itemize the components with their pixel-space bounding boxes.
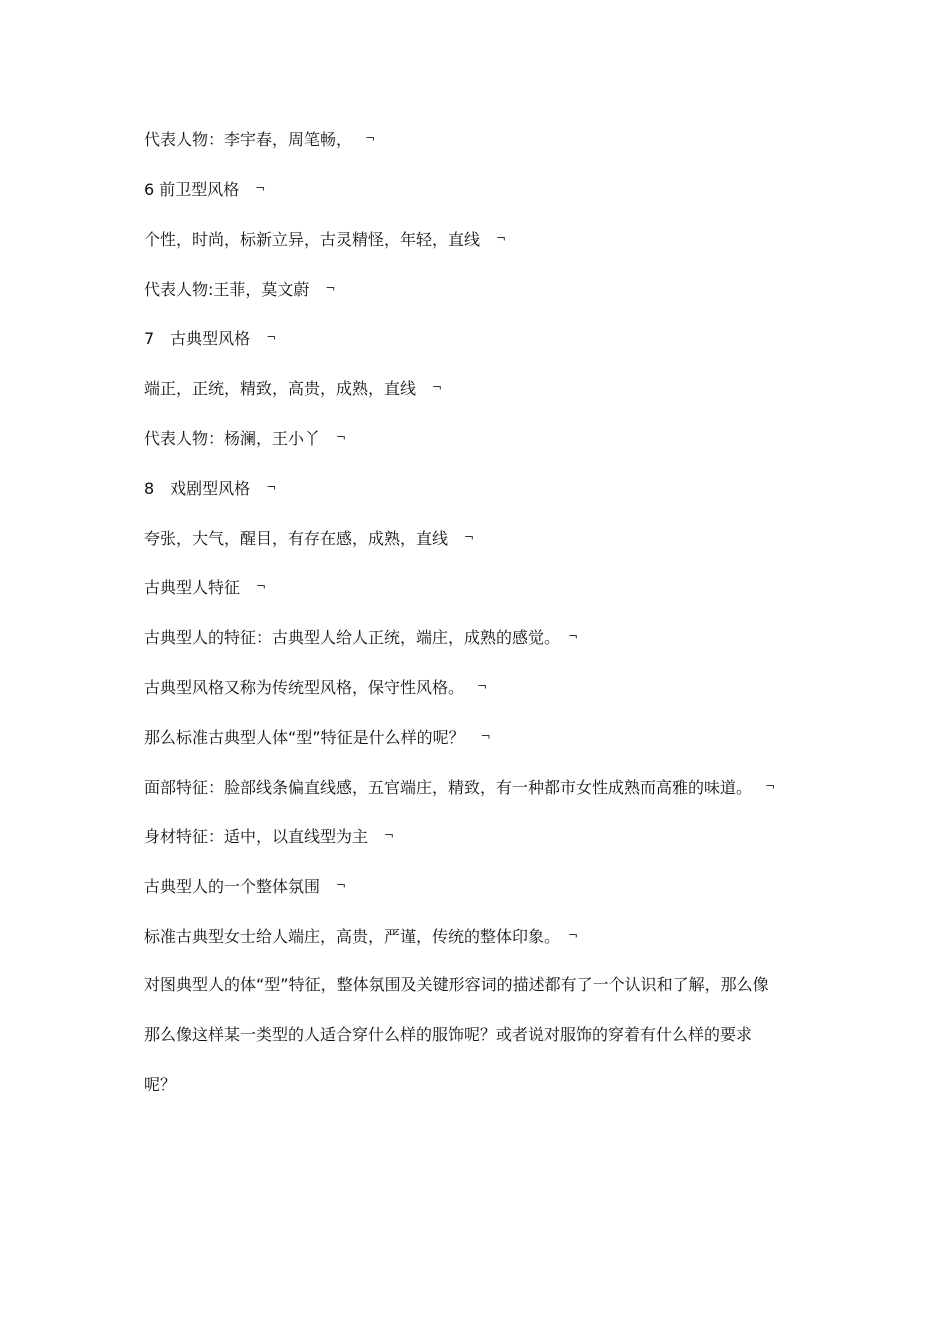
paragraph-mark: ¬ — [266, 330, 277, 344]
paragraph-mark: ¬ — [568, 928, 579, 942]
paragraph-text: 代表人物:王菲，莫文蔚 — [144, 280, 310, 299]
paragraph-text: 夸张，大气，醒目，有存在感，成熟，直线 — [144, 529, 449, 548]
paragraph-mark: ¬ — [256, 579, 267, 593]
paragraph-text: 代表人物：杨澜，王小丫 — [144, 429, 321, 448]
paragraph-overall-impression — [144, 925, 578, 947]
paragraph-summary-2 — [144, 1025, 752, 1045]
paragraph-mark: ¬ — [325, 281, 336, 295]
paragraph-representatives-1 — [144, 128, 375, 150]
paragraph-classic-keywords — [144, 377, 442, 399]
heading-classic-style — [144, 327, 276, 349]
heading-avant-garde-style — [144, 178, 265, 200]
paragraph-text: 8 戏剧型风格 — [144, 479, 251, 498]
paragraph-mark: ¬ — [464, 530, 475, 544]
paragraph-mark: ¬ — [336, 878, 347, 892]
paragraph-mark: ¬ — [384, 828, 395, 842]
paragraph-mark: ¬ — [765, 779, 776, 793]
paragraph-dramatic-keywords — [144, 527, 474, 549]
paragraph-body-features — [144, 825, 394, 847]
paragraph-mark: ¬ — [336, 430, 347, 444]
paragraph-mark: ¬ — [432, 380, 443, 394]
paragraph-text: 身材特征：适中，以直线型为主 — [144, 827, 369, 846]
paragraph-face-features — [144, 776, 775, 798]
paragraph-text: 代表人物：李宇春，周笔畅， — [144, 130, 345, 149]
paragraph-mark: ¬ — [266, 480, 277, 494]
paragraph-text: 那么标准古典型人体“型”特征是什么样的呢？ — [144, 728, 465, 747]
paragraph-text: 古典型风格又称为传统型风格，保守性风格。 — [144, 678, 457, 697]
paragraph-summary-3 — [144, 1075, 176, 1095]
paragraph-question — [144, 726, 491, 748]
paragraph-text: 呢？ — [144, 1075, 177, 1094]
paragraph-representatives-3 — [144, 427, 346, 449]
paragraph-text: 个性，时尚，标新立异，古灵精怪，年轻，直线 — [144, 230, 481, 249]
paragraph-mark: ¬ — [477, 679, 488, 693]
paragraph-text: 面部特征：脸部线条偏直线感，五官端庄，精致，有一种都市女性成熟而高雅的味道。 — [144, 778, 745, 797]
paragraph-text: 6 前卫型风格 — [144, 180, 240, 199]
paragraph-mark: ¬ — [480, 729, 491, 743]
paragraph-text: 端正，正统，精致，高贵，成熟，直线 — [144, 379, 417, 398]
paragraph-text: 古典型人的特征：古典型人给人正统，端庄，成熟的感觉。 — [144, 628, 553, 647]
paragraph-text: 对图典型人的体“型”特征，整体氛围及关键形容词的描述都有了一个认识和了解，那么像 — [144, 975, 769, 994]
paragraph-text: 标准古典型女士给人端庄，高贵，严谨，传统的整体印象。 — [144, 927, 553, 946]
paragraph-mark: ¬ — [365, 131, 376, 145]
paragraph-text: 古典型人的一个整体氛围 — [144, 877, 321, 896]
paragraph-text: 7 古典型风格 — [144, 329, 251, 348]
paragraph-mark: ¬ — [568, 629, 579, 643]
paragraph-classic-alias — [144, 676, 487, 698]
paragraph-representatives-2 — [144, 278, 335, 300]
paragraph-text: 古典型人特征 — [144, 578, 241, 597]
paragraph-mark: ¬ — [496, 231, 507, 245]
paragraph-avant-garde-keywords — [144, 228, 506, 250]
heading-overall-atmosphere — [144, 875, 346, 897]
heading-classic-traits — [144, 576, 266, 598]
paragraph-classic-traits — [144, 626, 578, 648]
paragraph-text: 那么像这样某一类型的人适合穿什么样的服饰呢？或者说对服饰的穿着有什么样的要求 — [144, 1025, 753, 1044]
paragraph-mark: ¬ — [255, 181, 266, 195]
paragraph-summary-1 — [144, 975, 769, 995]
heading-dramatic-style — [144, 477, 276, 499]
